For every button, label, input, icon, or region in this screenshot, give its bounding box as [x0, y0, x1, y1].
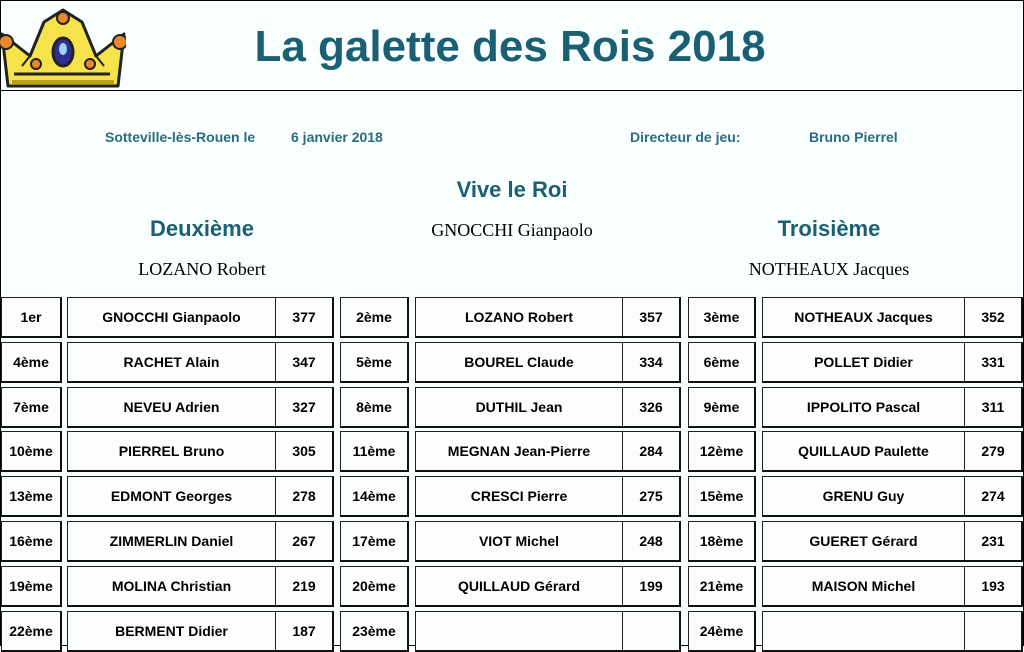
player-score: 326	[639, 399, 663, 415]
player-cell	[415, 297, 681, 338]
rank-cell: 1er	[1, 297, 62, 338]
player-name: PIERREL Bruno	[118, 443, 225, 459]
player-cell	[415, 342, 681, 383]
player-name: GRENU Guy	[822, 488, 905, 504]
player-name: MOLINA Christian	[111, 578, 232, 594]
second-name: LOZANO Robert	[138, 259, 266, 279]
player-name: VIOT Michel	[478, 533, 560, 549]
rank-cell: 16ème	[1, 521, 62, 562]
rank-cell: 20ème	[340, 566, 409, 607]
rank-cell: 17ème	[340, 521, 409, 562]
player-score: 248	[639, 533, 663, 549]
director-name: Bruno Pierrel	[809, 129, 898, 145]
rank-cell: 5ème	[340, 342, 409, 383]
rank-cell: 2ème	[340, 297, 409, 338]
player-score: 231	[981, 533, 1005, 549]
player-cell	[762, 521, 1023, 562]
player-name: QUILLAUD Paulette	[798, 443, 929, 459]
player-name: LOZANO Robert	[464, 309, 574, 325]
king-name: GNOCCHI Gianpaolo	[431, 220, 593, 240]
cell-divider	[964, 612, 965, 650]
player-name: QUILLAUD Gérard	[457, 578, 581, 594]
player-name: NEVEU Adrien	[123, 399, 220, 415]
header-divider	[0, 90, 1022, 91]
player-cell	[67, 387, 334, 428]
player-cell	[67, 297, 334, 338]
rank-cell: 13ème	[1, 476, 62, 517]
rank-cell: 22ème	[1, 611, 62, 652]
player-name: ZIMMERLIN Daniel	[109, 533, 234, 549]
player-cell	[415, 476, 681, 517]
player-name: CRESCI Pierre	[470, 488, 568, 504]
player-cell	[762, 476, 1023, 517]
third-heading: Troisième	[777, 216, 881, 241]
player-cell	[762, 387, 1023, 428]
rank-cell: 24ème	[688, 611, 756, 652]
player-score: 193	[981, 578, 1005, 594]
player-cell	[67, 431, 334, 472]
player-name: MAISON Michel	[811, 578, 916, 594]
rank-cell: 9ème	[688, 387, 756, 428]
player-name: NOTHEAUX Jacques	[794, 309, 933, 325]
player-score: 347	[292, 354, 316, 370]
player-name: BOUREL Claude	[464, 354, 574, 370]
rank-cell: 6ème	[688, 342, 756, 383]
rank-cell: 15ème	[688, 476, 756, 517]
player-name: POLLET Didier	[814, 354, 913, 370]
player-score: 278	[292, 488, 316, 504]
player-cell	[762, 342, 1023, 383]
page-title: La galette des Rois 2018	[254, 22, 766, 71]
player-name: IPPOLITO Pascal	[806, 399, 921, 415]
player-cell	[67, 476, 334, 517]
player-cell	[415, 431, 681, 472]
player-score: 274	[981, 488, 1005, 504]
player-score: 327	[292, 399, 316, 415]
vive-le-roi-heading: Vive le Roi	[456, 177, 568, 202]
player-score: 331	[981, 354, 1005, 370]
player-name: DUTHIL Jean	[475, 399, 563, 415]
player-score: 334	[639, 354, 663, 370]
rank-cell: 8ème	[340, 387, 409, 428]
player-score: 377	[292, 309, 316, 325]
player-name: GUERET Gérard	[809, 533, 918, 549]
player-name: EDMONT Georges	[110, 488, 233, 504]
player-cell	[762, 297, 1023, 338]
rank-cell: 14ème	[340, 476, 409, 517]
player-cell	[415, 521, 681, 562]
player-score: 199	[639, 578, 663, 594]
cell-divider	[622, 612, 623, 650]
player-name: MEGNAN Jean-Pierre	[447, 443, 591, 459]
player-cell	[67, 566, 334, 607]
director-label: Directeur de jeu:	[630, 129, 741, 145]
player-cell	[762, 431, 1023, 472]
rank-cell: 12ème	[688, 431, 756, 472]
rank-cell: 11ème	[340, 431, 409, 472]
rank-cell: 4ème	[1, 342, 62, 383]
crown-icon	[0, 4, 126, 92]
player-cell	[67, 342, 334, 383]
rank-cell: 7ème	[1, 387, 62, 428]
third-name: NOTHEAUX Jacques	[748, 259, 910, 279]
rank-cell: 21ème	[688, 566, 756, 607]
player-score: 279	[981, 443, 1005, 459]
player-score: 187	[292, 623, 316, 639]
player-score: 219	[292, 578, 316, 594]
player-score: 275	[639, 488, 663, 504]
player-score: 352	[981, 309, 1005, 325]
rank-cell: 19ème	[1, 566, 62, 607]
player-score: 267	[292, 533, 316, 549]
player-score: 305	[292, 443, 316, 459]
player-name: BERMENT Didier	[115, 623, 228, 639]
rank-cell: 10ème	[1, 431, 62, 472]
date-value: 6 janvier 2018	[291, 129, 383, 145]
player-name: RACHET Alain	[123, 354, 220, 370]
player-cell	[762, 566, 1023, 607]
player-score: 357	[639, 309, 663, 325]
player-cell	[415, 566, 681, 607]
rank-cell: 18ème	[688, 521, 756, 562]
player-score: 284	[639, 443, 663, 459]
player-score: 311	[981, 399, 1005, 415]
location-label: Sotteville-lès-Rouen le	[105, 129, 256, 145]
player-cell	[415, 387, 681, 428]
second-heading: Deuxième	[150, 216, 254, 241]
player-name: GNOCCHI Gianpaolo	[102, 309, 241, 325]
rank-cell: 23ème	[340, 611, 409, 652]
rank-cell: 3ème	[688, 297, 756, 338]
player-cell	[67, 521, 334, 562]
